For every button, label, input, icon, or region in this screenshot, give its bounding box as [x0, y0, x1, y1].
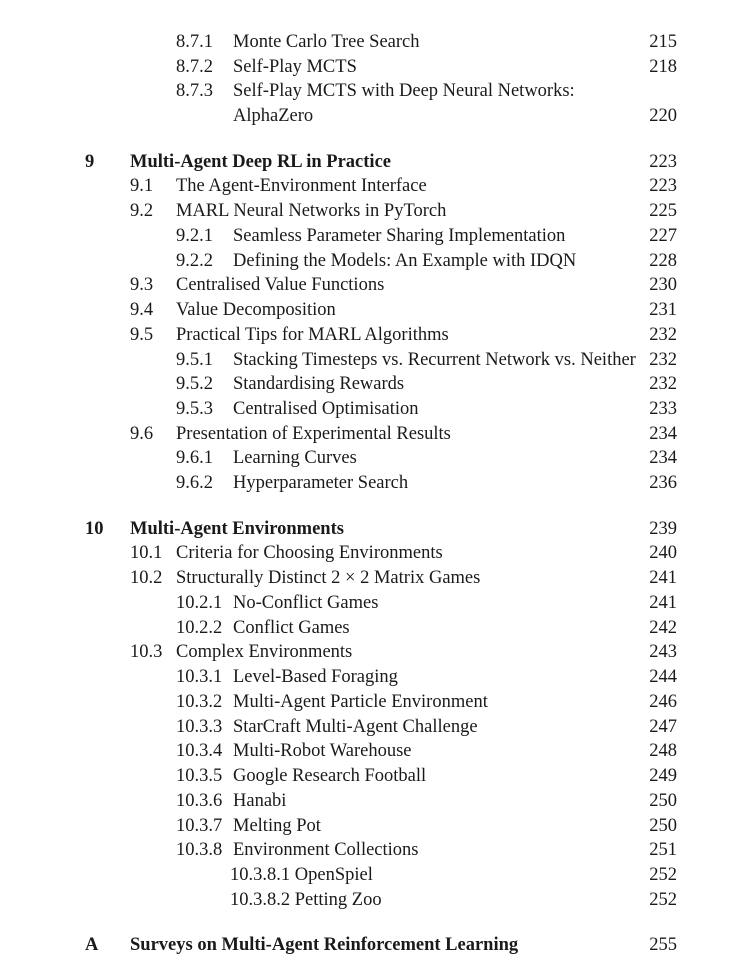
toc-entry-number: 10.3.5 [176, 766, 223, 787]
toc-page-number: 255 [649, 935, 677, 956]
toc-page-number: 215 [649, 32, 677, 52]
toc-page-number: 241 [649, 592, 677, 613]
toc-entry-title: Conflict Games [233, 617, 350, 638]
toc-entry-title: Monte Carlo Tree Search [233, 32, 420, 52]
toc-entry-number: 9.6 [130, 423, 154, 444]
toc-entry-title: Centralised Value Functions [176, 275, 385, 296]
toc-entry-number: 9.5 [130, 324, 154, 345]
toc-entry-title: No-Conflict Games [233, 592, 379, 613]
toc-page-number: 243 [649, 642, 677, 663]
toc-entry-title: Stacking Timesteps vs. Recurrent Network vs. Neither [233, 349, 636, 370]
toc-entry-title-text: OpenSpiel [294, 864, 373, 885]
toc-page-number: 225 [649, 201, 677, 222]
toc-page-number: 220 [649, 106, 677, 127]
toc-entry[interactable] [0, 838, 747, 862]
toc-page-number: 242 [649, 617, 677, 638]
toc-page-number: 232 [649, 324, 677, 345]
toc-entry-number: 10.3.8.2 [230, 889, 291, 910]
toc-page-number: 249 [649, 766, 677, 787]
toc-entry-title: Multi-Agent Particle Environment [233, 691, 488, 712]
toc-entry-number: 10.3 [130, 642, 163, 663]
toc-page-number: 234 [649, 448, 677, 469]
toc-entry-title: AlphaZero [233, 106, 314, 127]
toc-entry[interactable] [0, 104, 747, 128]
toc-entry-title: Value Decomposition [176, 300, 336, 321]
toc-page-number: 250 [649, 815, 677, 836]
toc-entry-number: 10.3.7 [176, 815, 223, 836]
toc-entry-title: Learning Curves [233, 448, 357, 469]
toc-page-number: 252 [649, 864, 677, 885]
toc-entry[interactable] [0, 79, 747, 103]
toc-entry-title: Google Research Football [233, 766, 427, 787]
toc-entry-number: 10.3.8 [176, 840, 223, 861]
toc-entry-title: Practical Tips for MARL Algorithms [176, 324, 449, 345]
toc-entry[interactable] [0, 298, 747, 322]
toc-entry[interactable] [0, 249, 747, 273]
toc-page-number: 239 [649, 518, 677, 539]
toc-entry[interactable] [0, 224, 747, 248]
toc-entry[interactable] [0, 591, 747, 615]
toc-page-number: 241 [649, 568, 677, 589]
toc-entry-title: Multi-Robot Warehouse [233, 741, 412, 762]
toc-entry-title: Criteria for Choosing Environments [176, 543, 443, 564]
toc-entry[interactable] [0, 30, 747, 54]
toc-entry-title: Level-Based Foraging [233, 667, 398, 688]
toc-entry[interactable] [0, 863, 747, 887]
toc-entry-title: Self-Play MCTS with Deep Neural Networks: [233, 81, 575, 102]
toc-entry-number: 10.3.4 [176, 741, 223, 762]
toc-entry-number: 10.1 [130, 543, 163, 564]
toc-entry-title: Hyperparameter Search [233, 473, 409, 494]
toc-page-number: 223 [649, 151, 677, 172]
toc-entry[interactable] [0, 814, 747, 838]
toc-page-number: 236 [649, 473, 677, 494]
toc-entry-number: 10.2.1 [176, 592, 223, 613]
toc-entry[interactable] [0, 764, 747, 788]
toc-entry-number: 8.7.2 [176, 56, 213, 77]
toc-page-number: 244 [649, 667, 677, 688]
toc-entry-title: Structurally Distinct 2 × 2 Matrix Games [176, 568, 481, 589]
toc-entry[interactable] [0, 446, 747, 470]
toc-entry-number: 8.7.1 [176, 32, 213, 52]
toc-entry-number: 9.6.2 [176, 473, 213, 494]
toc-entry-title: Hanabi [233, 790, 287, 811]
toc-entry-number: 9.5.2 [176, 374, 213, 395]
toc-entry-title: Seamless Parameter Sharing Implementation [233, 225, 566, 246]
toc-entry[interactable] [0, 665, 747, 689]
toc-entry-title: Surveys on Multi-Agent Reinforcement Learning [130, 935, 519, 956]
toc-entry[interactable] [0, 55, 747, 79]
toc-chapter-entry[interactable] [0, 517, 747, 541]
toc-entry-number: A [85, 935, 99, 956]
toc-page-number: 247 [649, 716, 677, 737]
toc-entry-title: StarCraft Multi-Agent Challenge [233, 716, 478, 737]
toc-entry-number: 9 [85, 151, 95, 172]
toc-entry[interactable] [0, 422, 747, 446]
toc-entry[interactable] [0, 541, 747, 565]
toc-entry-number: 9.5.3 [176, 399, 213, 420]
toc-entry-title: Centralised Optimisation [233, 399, 419, 420]
toc-entry-number: 10.3.1 [176, 667, 223, 688]
toc-entry-number: 9.2.1 [176, 225, 213, 246]
toc-page-number: 250 [649, 790, 677, 811]
toc-entry-number: 9.3 [130, 275, 154, 296]
toc-entry-number: 10.3.2 [176, 691, 223, 712]
toc-entry-title [230, 863, 373, 887]
toc-entry-title: Defining the Models: An Example with IDQN [233, 250, 577, 271]
toc-entry-number: 9.4 [130, 300, 154, 321]
toc-page-number: 218 [649, 56, 677, 77]
toc-entry-number: 9.2 [130, 201, 154, 222]
toc-page-number: 246 [649, 691, 677, 712]
toc-entry[interactable] [0, 471, 747, 495]
toc-page-number: 251 [649, 840, 677, 861]
toc-entry-title-text: Petting Zoo [294, 889, 382, 910]
toc-page-number: 223 [649, 176, 677, 197]
toc-page-number: 233 [649, 399, 677, 420]
toc-entry-number: 9.6.1 [176, 448, 213, 469]
toc-page-number: 248 [649, 741, 677, 762]
toc-entry[interactable] [0, 616, 747, 640]
toc-page-number: 231 [649, 300, 677, 321]
toc-page-number: 230 [649, 275, 677, 296]
toc-entry[interactable] [0, 640, 747, 664]
toc-entry[interactable] [0, 273, 747, 297]
toc-entry[interactable] [0, 372, 747, 396]
toc-chapter-entry[interactable] [0, 150, 747, 174]
toc-entry-number: 10.2 [130, 568, 163, 589]
toc-entry-number: 9.5.1 [176, 349, 213, 370]
toc-entry-title: Melting Pot [233, 815, 321, 836]
toc-entry[interactable] [0, 174, 747, 198]
toc-entry-title: The Agent-Environment Interface [176, 176, 427, 197]
toc-entry-title: Self-Play MCTS [233, 56, 357, 77]
toc-entry[interactable] [0, 789, 747, 813]
toc-entry-title: Multi-Agent Deep RL in Practice [130, 151, 391, 172]
toc-entry[interactable] [0, 888, 747, 912]
toc-entry[interactable] [0, 323, 747, 347]
toc-page-number: 252 [649, 889, 677, 910]
toc-page-number: 234 [649, 423, 677, 444]
toc-entry-title: Environment Collections [233, 840, 419, 861]
toc-entry-number: 10.2.2 [176, 617, 223, 638]
toc-page-number: 227 [649, 225, 677, 246]
toc-chapter-entry[interactable] [0, 933, 747, 957]
toc-entry[interactable] [0, 690, 747, 714]
toc-entry[interactable] [0, 397, 747, 421]
toc-entry-number: 10.3.8.1 [230, 864, 291, 885]
toc-entry-title: Presentation of Experimental Results [176, 423, 451, 444]
toc-entry[interactable] [0, 739, 747, 763]
toc-entry-number: 10 [85, 518, 104, 539]
toc-entry-number: 9.1 [130, 176, 154, 197]
toc-entry[interactable] [0, 566, 747, 590]
toc-entry[interactable] [0, 715, 747, 739]
toc-page-number: 232 [649, 374, 677, 395]
toc-entry[interactable] [0, 348, 747, 372]
toc-entry-number: 10.3.3 [176, 716, 223, 737]
toc-entry-number: 9.2.2 [176, 250, 213, 271]
toc-entry-number: 10.3.6 [176, 790, 223, 811]
toc-entry-title: Complex Environments [176, 642, 353, 663]
toc-entry-number: 8.7.3 [176, 81, 213, 102]
toc-page-number: 232 [649, 349, 677, 370]
toc-entry-title: Standardising Rewards [233, 374, 405, 395]
toc-entry[interactable] [0, 199, 747, 223]
toc-entry-title [230, 888, 382, 912]
toc-entry-title: MARL Neural Networks in PyTorch [176, 201, 447, 222]
toc-page-number: 228 [649, 250, 677, 271]
toc-entry-title: Multi-Agent Environments [130, 518, 344, 539]
toc-page-number: 240 [649, 543, 677, 564]
